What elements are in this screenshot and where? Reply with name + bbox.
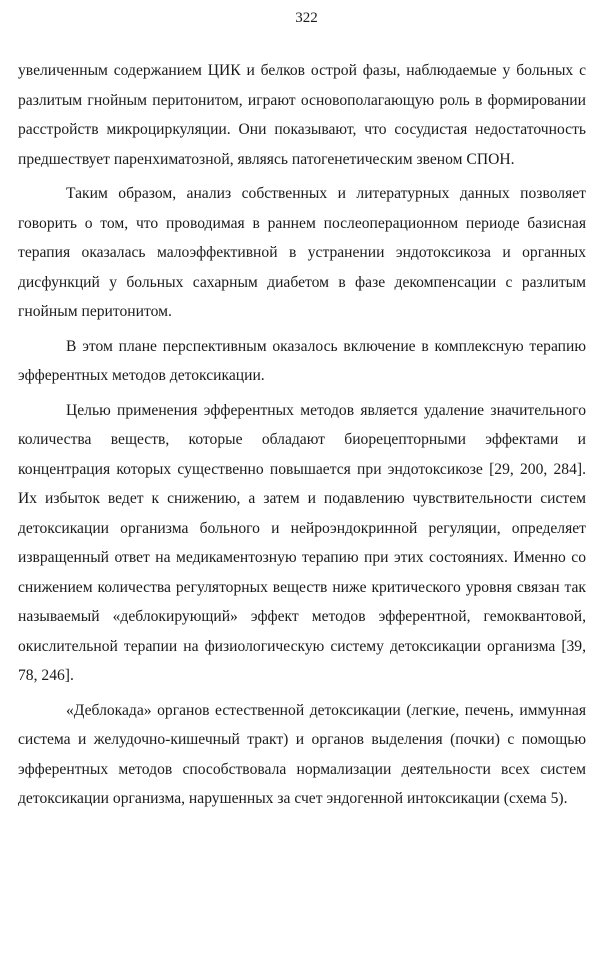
paragraph-1: увеличенным содержанием ЦИК и белков острой фазы, наблюдаемые у больных с разлитым гнойным перитонитом, играют основополагающую роль в формировании расстройств микроциркуляции. Они показывают, что сосудистая недостаточность предшествует паренхиматозной, являясь патогенетическим звеном СПОН. xyxy=(18,62,586,168)
paragraph-3: В этом плане перспективным оказалось включение в комплексную терапию эфферентных методов детоксикации. xyxy=(18,337,586,384)
paragraph-2: Таким образом, анализ собственных и литературных данных позволяет говорить о том, что проводимая в раннем послеоперационном периоде базисная терапия оказалась малоэффективной в устранении эндотоксикоза и органных дисфункций у больных сахарным диабетом в фазе декомпенсации с разлитым гнойным перитонитом. xyxy=(18,185,586,320)
page-number: 322 xyxy=(295,10,318,26)
paragraph-5: «Деблокада» органов естественной детоксикации (легкие, печень, иммунная система и желудочно-кишечный тракт) и органов выделения (почки) с помощью эфферентных методов способствовала нормализации деятельности всех систем детоксикации организма, нарушенных за счет эндогенной интоксикации (схема 5). xyxy=(18,701,586,807)
body-text xyxy=(18,56,586,814)
paragraph-4: Целью применения эфферентных методов является удаление значительного количества веществ, которые обладают биорецепторными эффектами и концентрация которых существенно повышается при эндотоксикозе [29, 200, 284]. Их избыток ведет к снижению, а затем и подавлению чувствительности систем детоксикации организма больного и нейроэндокринной регуляции, определяет извращенный ответ на медикаментозную терапию при этих состояниях. Именно со снижением количества регуляторных веществ ниже критического уровня связан так называемый «деблокирующий» эффект методов эфферентной, гемоквантовой, окислительной терапии на физиологическую систему детоксикации организма [39, 78, 246]. xyxy=(18,401,586,684)
